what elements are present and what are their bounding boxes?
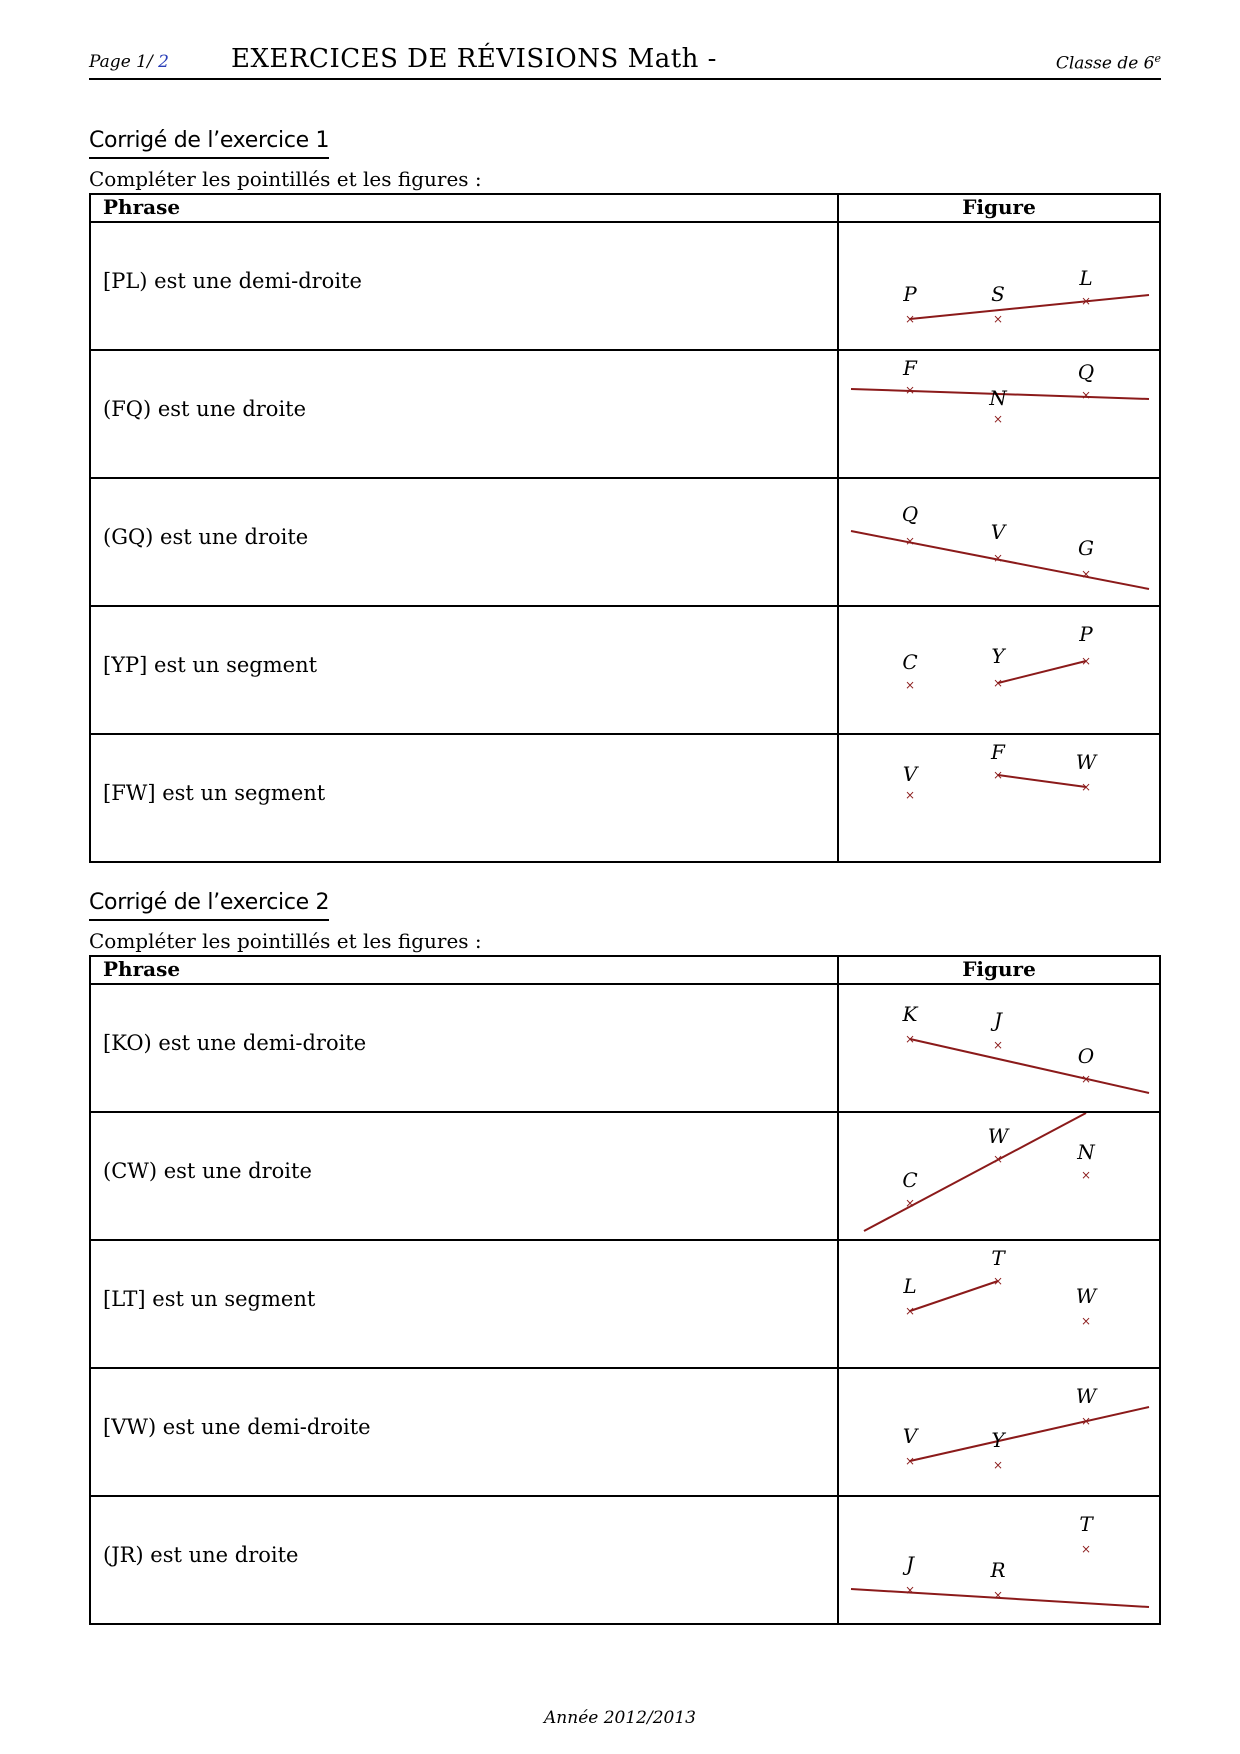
column-header-figure: Figure (838, 194, 1160, 222)
svg-text:P: P (903, 282, 917, 306)
svg-text:L: L (903, 1274, 917, 1298)
svg-text:S: S (991, 282, 1005, 306)
phrase-cell: [KO) est une demi-droite (90, 984, 838, 1112)
svg-text:×: × (992, 1152, 1004, 1166)
svg-text:×: × (1080, 654, 1092, 668)
table-header-row (90, 194, 1160, 222)
svg-text:L: L (1079, 266, 1093, 290)
svg-text:×: × (904, 1304, 916, 1318)
exercise-instruction: Compléter les pointillés et les figures : (89, 167, 482, 191)
figure-segment-FW (839, 735, 1159, 861)
half-line (910, 1407, 1149, 1461)
phrase-cell: (CW) est une droite (90, 1112, 838, 1240)
phrase-cell: [YP] est un segment (90, 606, 838, 734)
svg-text:×: × (904, 678, 916, 692)
point-T (991, 1246, 1006, 1288)
point-S (991, 282, 1005, 326)
svg-text:×: × (904, 383, 916, 397)
point-Q (902, 502, 918, 548)
segment (910, 1281, 998, 1311)
document-title: EXERCICES DE RÉVISIONS Math - (231, 44, 717, 74)
table-row (90, 606, 1160, 734)
class-label: Classe de 6e (1055, 52, 1161, 74)
svg-text:×: × (1080, 1072, 1092, 1086)
point-W (1076, 750, 1098, 794)
figure-cell (838, 478, 1160, 606)
svg-text:×: × (992, 676, 1004, 690)
page-header (89, 40, 1161, 80)
exercise-2 (89, 890, 1161, 1625)
point-G (1078, 536, 1094, 581)
svg-text:G: G (1078, 536, 1094, 560)
svg-text:×: × (1080, 1314, 1092, 1328)
svg-text:J: J (905, 1552, 915, 1576)
svg-text:W: W (1075, 750, 1097, 774)
svg-text:×: × (904, 1454, 916, 1468)
point-N (1076, 1140, 1096, 1182)
table-row (90, 350, 1160, 478)
table-row (90, 478, 1160, 606)
figure-line-FQ (839, 351, 1159, 477)
svg-text:R: R (990, 1558, 1006, 1582)
point-W (988, 1124, 1010, 1166)
point-Q (1078, 360, 1094, 402)
svg-text:F: F (903, 356, 917, 380)
figure-cell (838, 606, 1160, 734)
svg-text:Q: Q (901, 502, 919, 526)
line (864, 1113, 1086, 1231)
column-header-phrase: Phrase (90, 194, 838, 222)
figure-cell (838, 1112, 1160, 1240)
svg-text:Y: Y (991, 1428, 1005, 1452)
table-row (90, 734, 1160, 862)
svg-text:V: V (902, 1424, 918, 1448)
svg-text:×: × (1080, 388, 1092, 402)
figure-line-GQ (839, 479, 1159, 605)
phrase-cell: [VW) est une demi-droite (90, 1368, 838, 1496)
exercise-table (89, 193, 1161, 863)
point-P (1078, 622, 1093, 668)
segment (998, 661, 1086, 683)
svg-text:N: N (1077, 1140, 1095, 1164)
exercise-1 (89, 128, 1161, 863)
point-Y (991, 644, 1006, 690)
point-V (991, 520, 1008, 565)
exercise-table (89, 955, 1161, 1625)
phrase-cell: [FW] est un segment (90, 734, 838, 862)
point-V (903, 1424, 920, 1468)
point-V (903, 762, 920, 802)
svg-text:×: × (1080, 294, 1092, 308)
svg-text:×: × (1080, 567, 1092, 581)
point-N (988, 386, 1008, 426)
figure-line-CW (839, 1113, 1159, 1239)
page-number: Page 1/ 2 (89, 52, 169, 72)
svg-text:×: × (904, 534, 916, 548)
svg-text:C: C (902, 1168, 918, 1192)
svg-text:V: V (990, 520, 1006, 544)
table-header-row (90, 956, 1160, 984)
svg-text:W: W (987, 1124, 1009, 1148)
point-L (902, 1274, 916, 1318)
half-line (910, 295, 1149, 319)
svg-text:×: × (992, 1458, 1004, 1472)
svg-text:V: V (902, 762, 918, 786)
column-header-phrase: Phrase (90, 956, 838, 984)
phrase-cell: (JR) est une droite (90, 1496, 838, 1624)
point-P (902, 282, 917, 326)
figure-line-JR (839, 1497, 1159, 1623)
svg-text:Y: Y (991, 644, 1005, 668)
point-Y (991, 1428, 1006, 1472)
table-row (90, 222, 1160, 350)
svg-text:×: × (904, 788, 916, 802)
svg-text:×: × (1080, 1414, 1092, 1428)
figure-half-line-VW (839, 1369, 1159, 1495)
figure-half-line-KO (839, 985, 1159, 1111)
svg-text:K: K (902, 1002, 918, 1026)
table-row (90, 1496, 1160, 1624)
svg-text:W: W (1075, 1384, 1097, 1408)
svg-text:O: O (1077, 1044, 1095, 1068)
table-row (90, 1368, 1160, 1496)
point-J (990, 1008, 1003, 1052)
exercise-title: Corrigé de l’exercice 2 (89, 890, 329, 921)
svg-text:×: × (1080, 1168, 1092, 1182)
table-row (90, 1112, 1160, 1240)
figure-segment-YP (839, 607, 1159, 733)
figure-cell (838, 1368, 1160, 1496)
point-R (989, 1558, 1005, 1602)
point-J (902, 1552, 915, 1597)
phrase-cell: [LT] est un segment (90, 1240, 838, 1368)
figure-cell (838, 222, 1160, 350)
figure-cell (838, 1496, 1160, 1624)
svg-text:×: × (992, 768, 1004, 782)
svg-text:P: P (1079, 622, 1093, 646)
point-C (902, 650, 917, 692)
svg-text:F: F (991, 740, 1005, 764)
figure-cell (838, 984, 1160, 1112)
svg-text:×: × (992, 551, 1004, 565)
svg-text:×: × (904, 1032, 916, 1046)
phrase-cell: (GQ) est une droite (90, 478, 838, 606)
phrase-cell: [PL) est une demi-droite (90, 222, 838, 350)
svg-text:T: T (1079, 1512, 1093, 1536)
svg-text:Q: Q (1077, 360, 1095, 384)
svg-text:×: × (992, 1588, 1004, 1602)
svg-text:×: × (992, 412, 1004, 426)
svg-text:×: × (992, 1274, 1004, 1288)
exercise-instruction: Compléter les pointillés et les figures : (89, 929, 482, 953)
svg-text:×: × (1080, 1542, 1092, 1556)
svg-text:×: × (904, 1196, 916, 1210)
svg-text:N: N (989, 386, 1007, 410)
figure-cell (838, 350, 1160, 478)
figure-cell (838, 734, 1160, 862)
phrase-cell: (FQ) est une droite (90, 350, 838, 478)
svg-text:×: × (904, 1583, 916, 1597)
column-header-figure: Figure (838, 956, 1160, 984)
svg-text:×: × (992, 1038, 1004, 1052)
page-total-link[interactable]: 2 (158, 52, 169, 72)
exercise-title: Corrigé de l’exercice 1 (89, 128, 329, 159)
point-L (1078, 266, 1092, 308)
svg-text:W: W (1075, 1284, 1097, 1308)
point-T (1079, 1512, 1094, 1556)
svg-text:×: × (904, 312, 916, 326)
page-footer: Année 2012/2013 (544, 1708, 696, 1728)
svg-text:J: J (993, 1008, 1003, 1032)
point-W (1076, 1384, 1098, 1428)
table-row (90, 1240, 1160, 1368)
figure-cell (838, 1240, 1160, 1368)
point-W (1076, 1284, 1098, 1328)
segment (998, 775, 1086, 787)
svg-text:×: × (992, 312, 1004, 326)
figure-segment-LT (839, 1241, 1159, 1367)
svg-text:×: × (1080, 780, 1092, 794)
svg-text:C: C (902, 650, 918, 674)
svg-text:T: T (991, 1246, 1005, 1270)
figure-half-line-PL (839, 223, 1159, 349)
table-row (90, 984, 1160, 1112)
half-line (910, 1039, 1149, 1093)
